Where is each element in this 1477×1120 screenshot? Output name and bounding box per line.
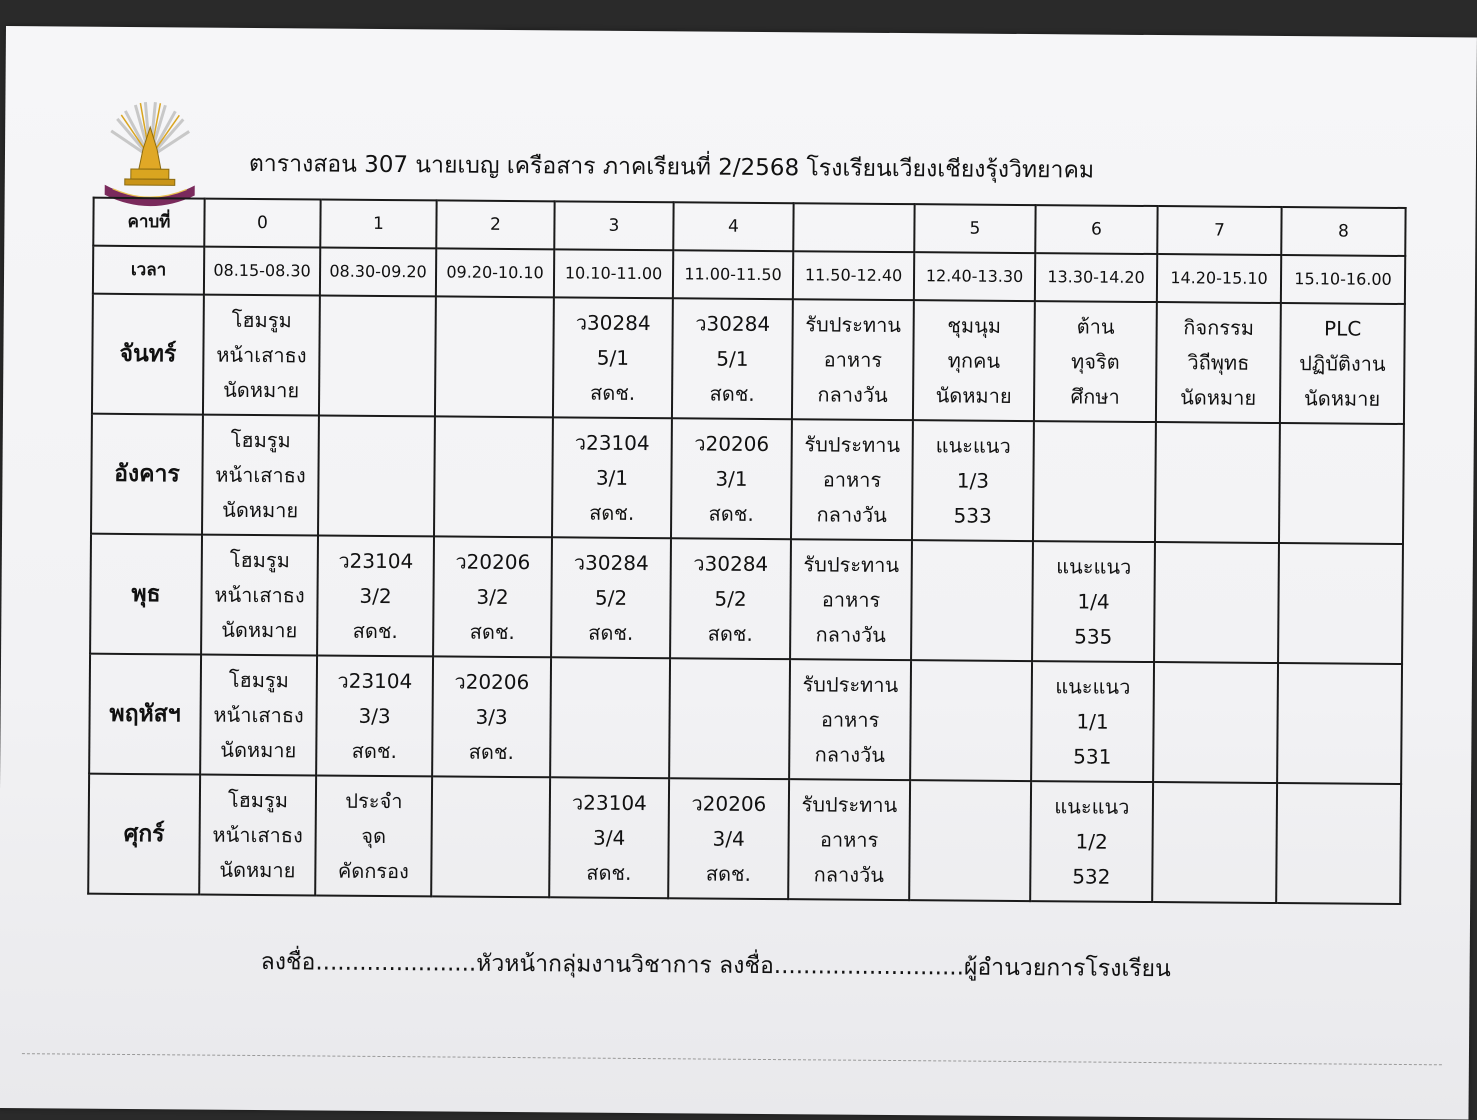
time-slot: 09.20-10.10 [436,248,554,297]
day-label: ศุกร์ [88,774,200,895]
schedule-cell: ว20206 3/2 สดช. [433,536,552,657]
schedule-cell: PLC ปฏิบัติงาน นัดหมาย [1280,303,1405,424]
schedule-cell: ว30284 5/2 สดช. [670,538,791,659]
schedule-cell [1279,423,1404,544]
schedule-cell: ว30284 5/2 สดช. [551,537,671,658]
day-row-monday [92,294,1405,424]
schedule-cell [1155,422,1280,543]
page-title: ตารางสอน 307 นายเบญ เครือสาร ภาคเรียนที่ 2/2568 โรงเรียนเวียงเชียงรุ้งวิทยาคม [248,150,1095,184]
schedule-cell [434,416,553,537]
schedule-cell: แนะแนว 1/2 532 [1030,781,1153,902]
schedule-cell [1033,421,1156,542]
schedule-cell: รับประทาน อาหาร กลางวัน [792,299,914,420]
schedule-cell: ว30284 5/1 สดช. [553,297,673,418]
schedule-cell [435,296,554,417]
schedule-cell [1152,782,1277,903]
period-number: 1 [320,199,436,248]
schedule-cell: ว20206 3/3 สดช. [432,656,551,777]
time-slot: 10.10-11.00 [554,249,673,298]
schedule-cell: ว23104 3/3 สดช. [316,655,433,776]
schedule-cell [909,780,1031,901]
schedule-cell: รับประทาน อาหาร กลางวัน [788,779,910,900]
day-label: อังคาร [91,414,203,535]
period-number: 4 [673,202,793,251]
schedule-cell: ว23104 3/2 สดช. [317,535,434,656]
schedule-cell: ว23104 3/4 สดช. [549,777,669,898]
day-row-wednesday [90,534,1403,664]
schedule-cell [550,657,670,778]
day-label: พุธ [90,534,202,655]
period-number: 2 [436,200,554,249]
paper-sheet [0,26,1477,1120]
schedule-cell [1276,783,1401,904]
schedule-cell: โฮมรูม หน้าเสาธง นัดหมาย [203,295,320,416]
schedule-cell: ว20206 3/1 สดช. [671,418,792,539]
schedule-cell [431,776,550,897]
schedule-cell: ประจำ จุด คัดกรอง [315,775,432,896]
period-number: 0 [204,199,320,248]
schedule-cell [1277,663,1402,784]
time-slot: 15.10-16.00 [1281,255,1405,304]
day-label: จันทร์ [92,294,204,415]
schedule-cell: รับประทาน อาหาร กลางวัน [789,659,911,780]
schedule-cell [911,540,1033,661]
schedule-cell: โฮมรูม หน้าเสาธง นัดหมาย [202,415,319,536]
period-number: 3 [554,201,673,250]
time-slot: 11.00-11.50 [673,250,793,299]
schedule-cell: โฮมรูม หน้าเสาธง นัดหมาย [201,535,318,656]
schedule-cell: ว20206 3/4 สดช. [668,778,789,899]
day-row-friday [88,774,1401,904]
schedule-cell [910,660,1032,781]
day-row-thursday [89,654,1402,784]
period-number: 8 [1281,207,1405,256]
schedule-cell: ต้าน ทุจริต ศึกษา [1034,301,1157,422]
signature-line: ลงชื่อ......................หัวหน้ากลุ่มงานวิชาการ ลงชื่อ..........................ผู้อำนวยการโรงเรียน [260,949,1171,983]
timetable [87,197,1406,905]
time-slot: 08.15-08.30 [204,247,320,296]
period-number: 7 [1157,206,1281,255]
day-label: พฤหัสฯ [89,654,201,775]
schedule-cell: รับประทาน อาหาร กลางวัน [790,539,912,660]
schedule-cell: ว23104 3/1 สดช. [552,417,672,538]
time-slot: 13.30-14.20 [1035,253,1157,302]
schedule-cell [1153,662,1278,783]
schedule-cell: ชุมนุม ทุกคน นัดหมาย [913,300,1035,421]
schedule-cell: แนะแนว 1/4 535 [1032,541,1155,662]
schedule-cell [1154,542,1279,663]
schedule-cell: แนะแนว 1/3 533 [912,420,1034,541]
schedule-cell [319,295,436,416]
schedule-cell [1278,543,1403,664]
time-slot: 08.30-09.20 [320,247,436,296]
time-header-label: เวลา [93,246,204,295]
schedule-cell [669,658,790,779]
schedule-cell: แนะแนว 1/1 531 [1031,661,1154,782]
period-number [793,203,914,252]
divider [22,1053,1442,1065]
schedule-cell: โฮมรูม หน้าเสาธง นัดหมาย [199,775,316,896]
period-number: 5 [914,204,1035,253]
schedule-cell: ว30284 5/1 สดช. [672,298,793,419]
day-row-tuesday [91,414,1404,544]
schedule-cell: รับประทาน อาหาร กลางวัน [791,419,913,540]
schedule-cell: กิจกรรม วิถีพุทธ นัดหมาย [1156,302,1281,423]
schedule-cell: โฮมรูม หน้าเสาธง นัดหมาย [200,655,317,776]
period-header-label: คาบที่ [93,198,204,247]
time-slot: 12.40-13.30 [914,252,1035,301]
school-emblem-icon [95,99,206,210]
time-slot: 14.20-15.10 [1157,254,1281,303]
schedule-cell [318,415,435,536]
period-number: 6 [1035,205,1157,254]
time-slot: 11.50-12.40 [793,251,914,300]
